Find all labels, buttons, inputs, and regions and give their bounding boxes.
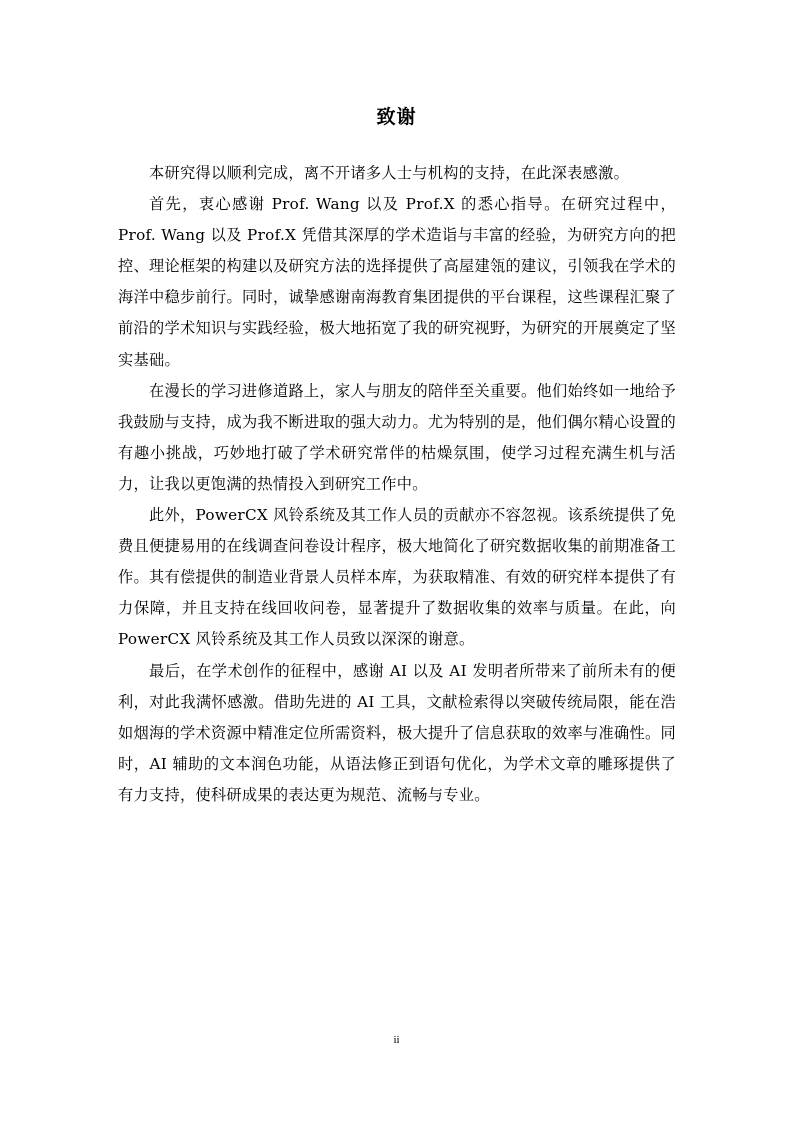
acknowledgement-body — [118, 158, 676, 811]
paragraph-intro: 本研究得以顺利完成，离不开诸多人士与机构的支持，在此深表感激。 — [149, 164, 630, 182]
paragraph-powercx: 此外，PowerCX 风铃系统及其工作人员的贡献亦不容忽视。该系统提供了免费且便捷易用的在线调查问卷设计程序，极大地简化了研究数据收集的前期准备工作。其有偿提供的制造业背景人员样本库，为获取精准、有效的研究样本提供了有力保障，并且支持在线回收问卷，显著提升了数据收集的效率与质量。在此，向 PowerCX 风铃系统及其工作人员致以深深的谢意。 — [118, 506, 676, 649]
paragraph-ai: 最后，在学术创作的征程中，感谢 AI 以及 AI 发明者所带来了前所未有的便利，对此我满怀感激。借助先进的 AI 工具，文献检索得以突破传统局限，能在浩如烟海的学术资源中精准定位所需资料，极大提升了信息获取的效率与准确性。同时，AI 辅助的文本润色功能，从语法修正到语句优化，为学术文章的雕琢提供了有力支持，使科研成果的表达更为规范、流畅与专业。 — [118, 661, 676, 804]
page-number: ii — [393, 1034, 400, 1046]
page-title: 致谢 — [376, 106, 417, 128]
paragraph-family: 在漫长的学习进修道路上，家人与朋友的陪伴至关重要。他们始终如一地给予我鼓励与支持，成为我不断进取的强大动力。尤为特别的是，他们偶尔精心设置的有趣小挑战，巧妙地打破了学术研究常伴的枯燥氛围，使学习过程充满生机与活力，让我以更饱满的热情投入到研究工作中。 — [118, 381, 676, 493]
paragraph-advisors: 首先，衷心感谢 Prof. Wang 以及 Prof.X 的悉心指导。在研究过程中，Prof. Wang 以及 Prof.X 凭借其深厚的学术造诣与丰富的经验，为研究方向的把控、理论框架的构建以及研究方法的选择提供了高屋建瓴的建议，引领我在学术的海洋中稳步前行。同时，诚挚感谢南海教育集团提供的平台课程，这些课程汇聚了前沿的学术知识与实践经验，极大地拓宽了我的研究视野，为研究的开展奠定了坚实基础。 — [118, 195, 676, 369]
